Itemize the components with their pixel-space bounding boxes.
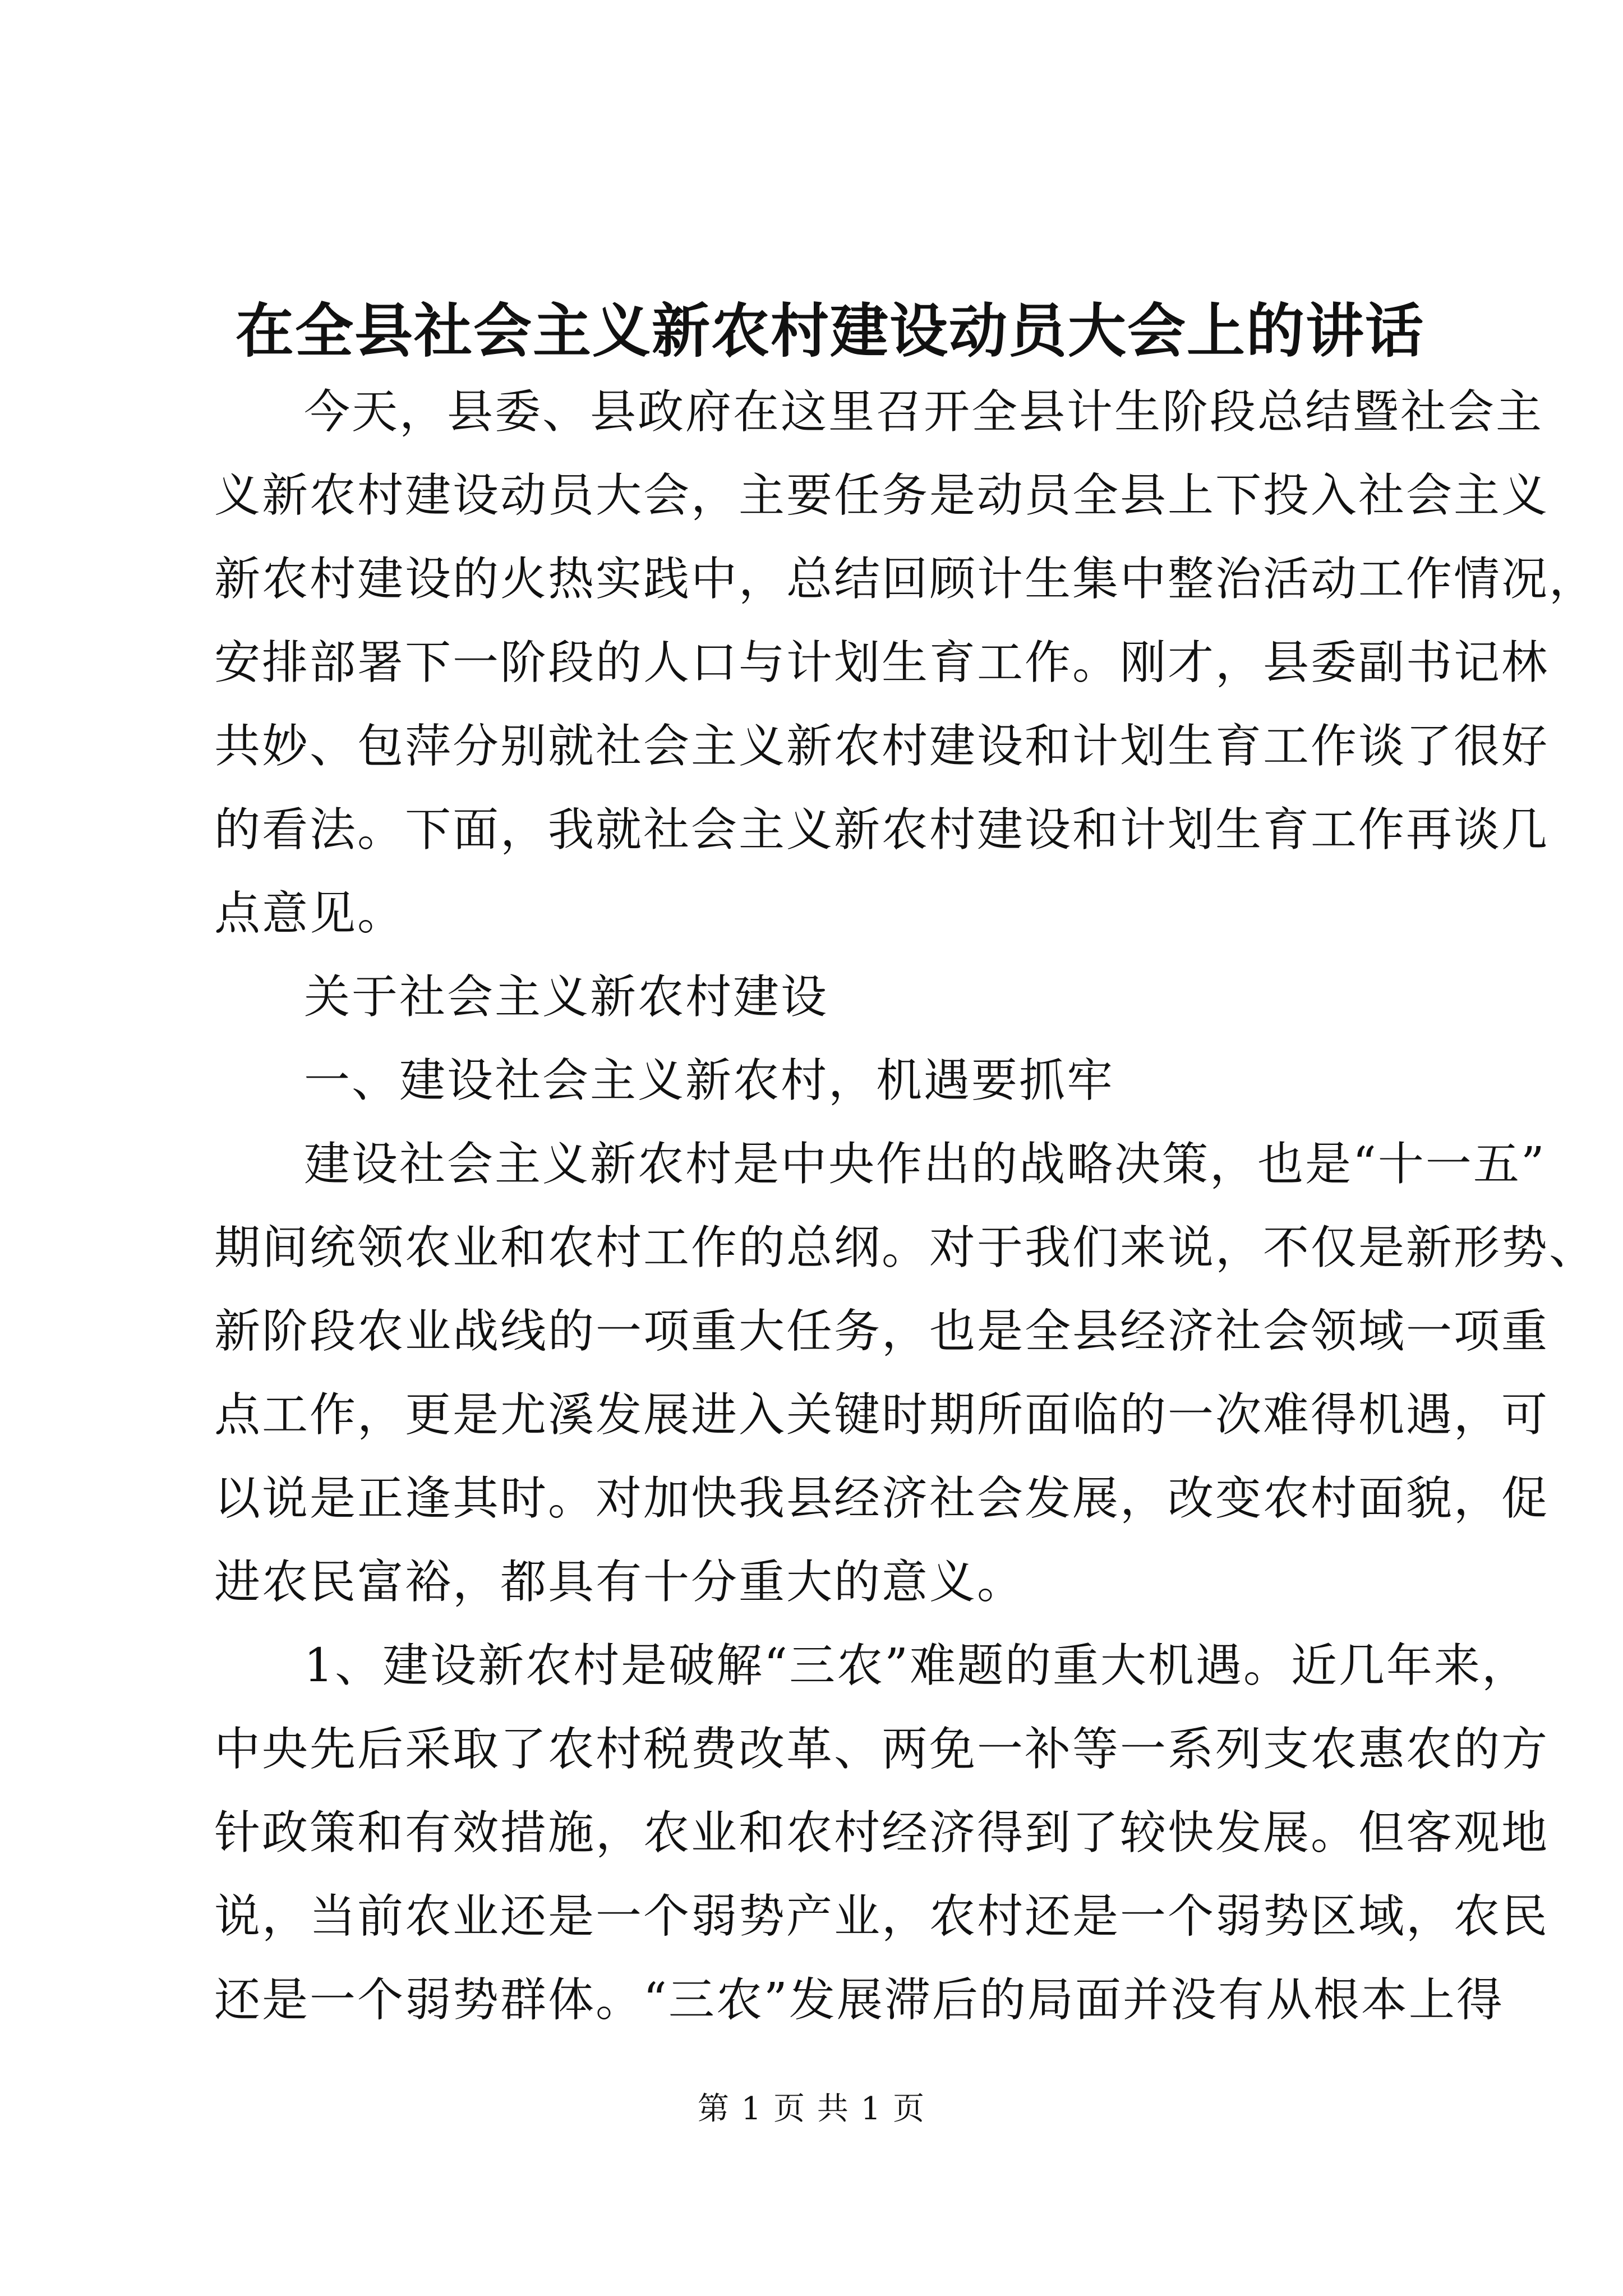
- paragraph-line: 新农村建设的火热实践中，总结回顾计生集中整治活动工作情况，: [214, 553, 1597, 606]
- subsection-heading: 一、建设社会主义新农村，机遇要抓牢: [304, 1054, 1115, 1107]
- paragraph-line: 进农民富裕，都具有十分重大的意义。: [214, 1556, 1025, 1609]
- document-title: 在全县社会主义新农村建设动员大会上的讲话: [235, 296, 1424, 365]
- paragraph-line: 新阶段农业战线的一项重大任务，也是全县经济社会领域一项重: [214, 1305, 1550, 1358]
- paragraph-line: 以说是正逢其时。对加快我县经济社会发展，改变农村面貌，促: [214, 1472, 1550, 1525]
- paragraph-line: 说，当前农业还是一个弱势产业，农村还是一个弱势区域，农民: [214, 1890, 1550, 1943]
- document-body: [214, 370, 1597, 2042]
- paragraph-line: 1、建设新农村是破解“三农”难题的重大机遇。近几年来，: [304, 1639, 1530, 1692]
- section-heading: 关于社会主义新农村建设: [304, 970, 829, 1024]
- paragraph-line: 点意见。: [214, 887, 405, 940]
- paragraph-line: 期间统领农业和农村工作的总纲。对于我们来说，不仅是新形势、: [214, 1221, 1597, 1274]
- paragraph-line: 今天，县委、县政府在这里召开全县计生阶段总结暨社会主: [304, 385, 1544, 439]
- paragraph-line: 的看法。下面，我就社会主义新农村建设和计划生育工作再谈几: [214, 803, 1550, 857]
- paragraph-line: 点工作，更是尤溪发展进入关键时期所面临的一次难得机遇，可: [214, 1388, 1550, 1442]
- paragraph-line: 义新农村建设动员大会，主要任务是动员全县上下投入社会主义: [214, 469, 1550, 522]
- paragraph-line: 针政策和有效措施，农业和农村经济得到了较快发展。但客观地: [214, 1806, 1550, 1860]
- paragraph-line: 安排部署下一阶段的人口与计划生育工作。刚才，县委副书记林: [214, 636, 1550, 689]
- paragraph-line: 中央先后采取了农村税费改革、两免一补等一系列支农惠农的方: [214, 1723, 1550, 1776]
- paragraph-line: 建设社会主义新农村是中央作出的战略决策，也是“十一五”: [304, 1138, 1546, 1191]
- page-number-footer: 第 1 页 共 1 页: [697, 2091, 926, 2127]
- paragraph-line: 还是一个弱势群体。“三农”发展滞后的局面并没有从根本上得: [214, 1973, 1504, 2027]
- paragraph-line: 共妙、包萍分别就社会主义新农村建设和计划生育工作谈了很好: [214, 720, 1550, 773]
